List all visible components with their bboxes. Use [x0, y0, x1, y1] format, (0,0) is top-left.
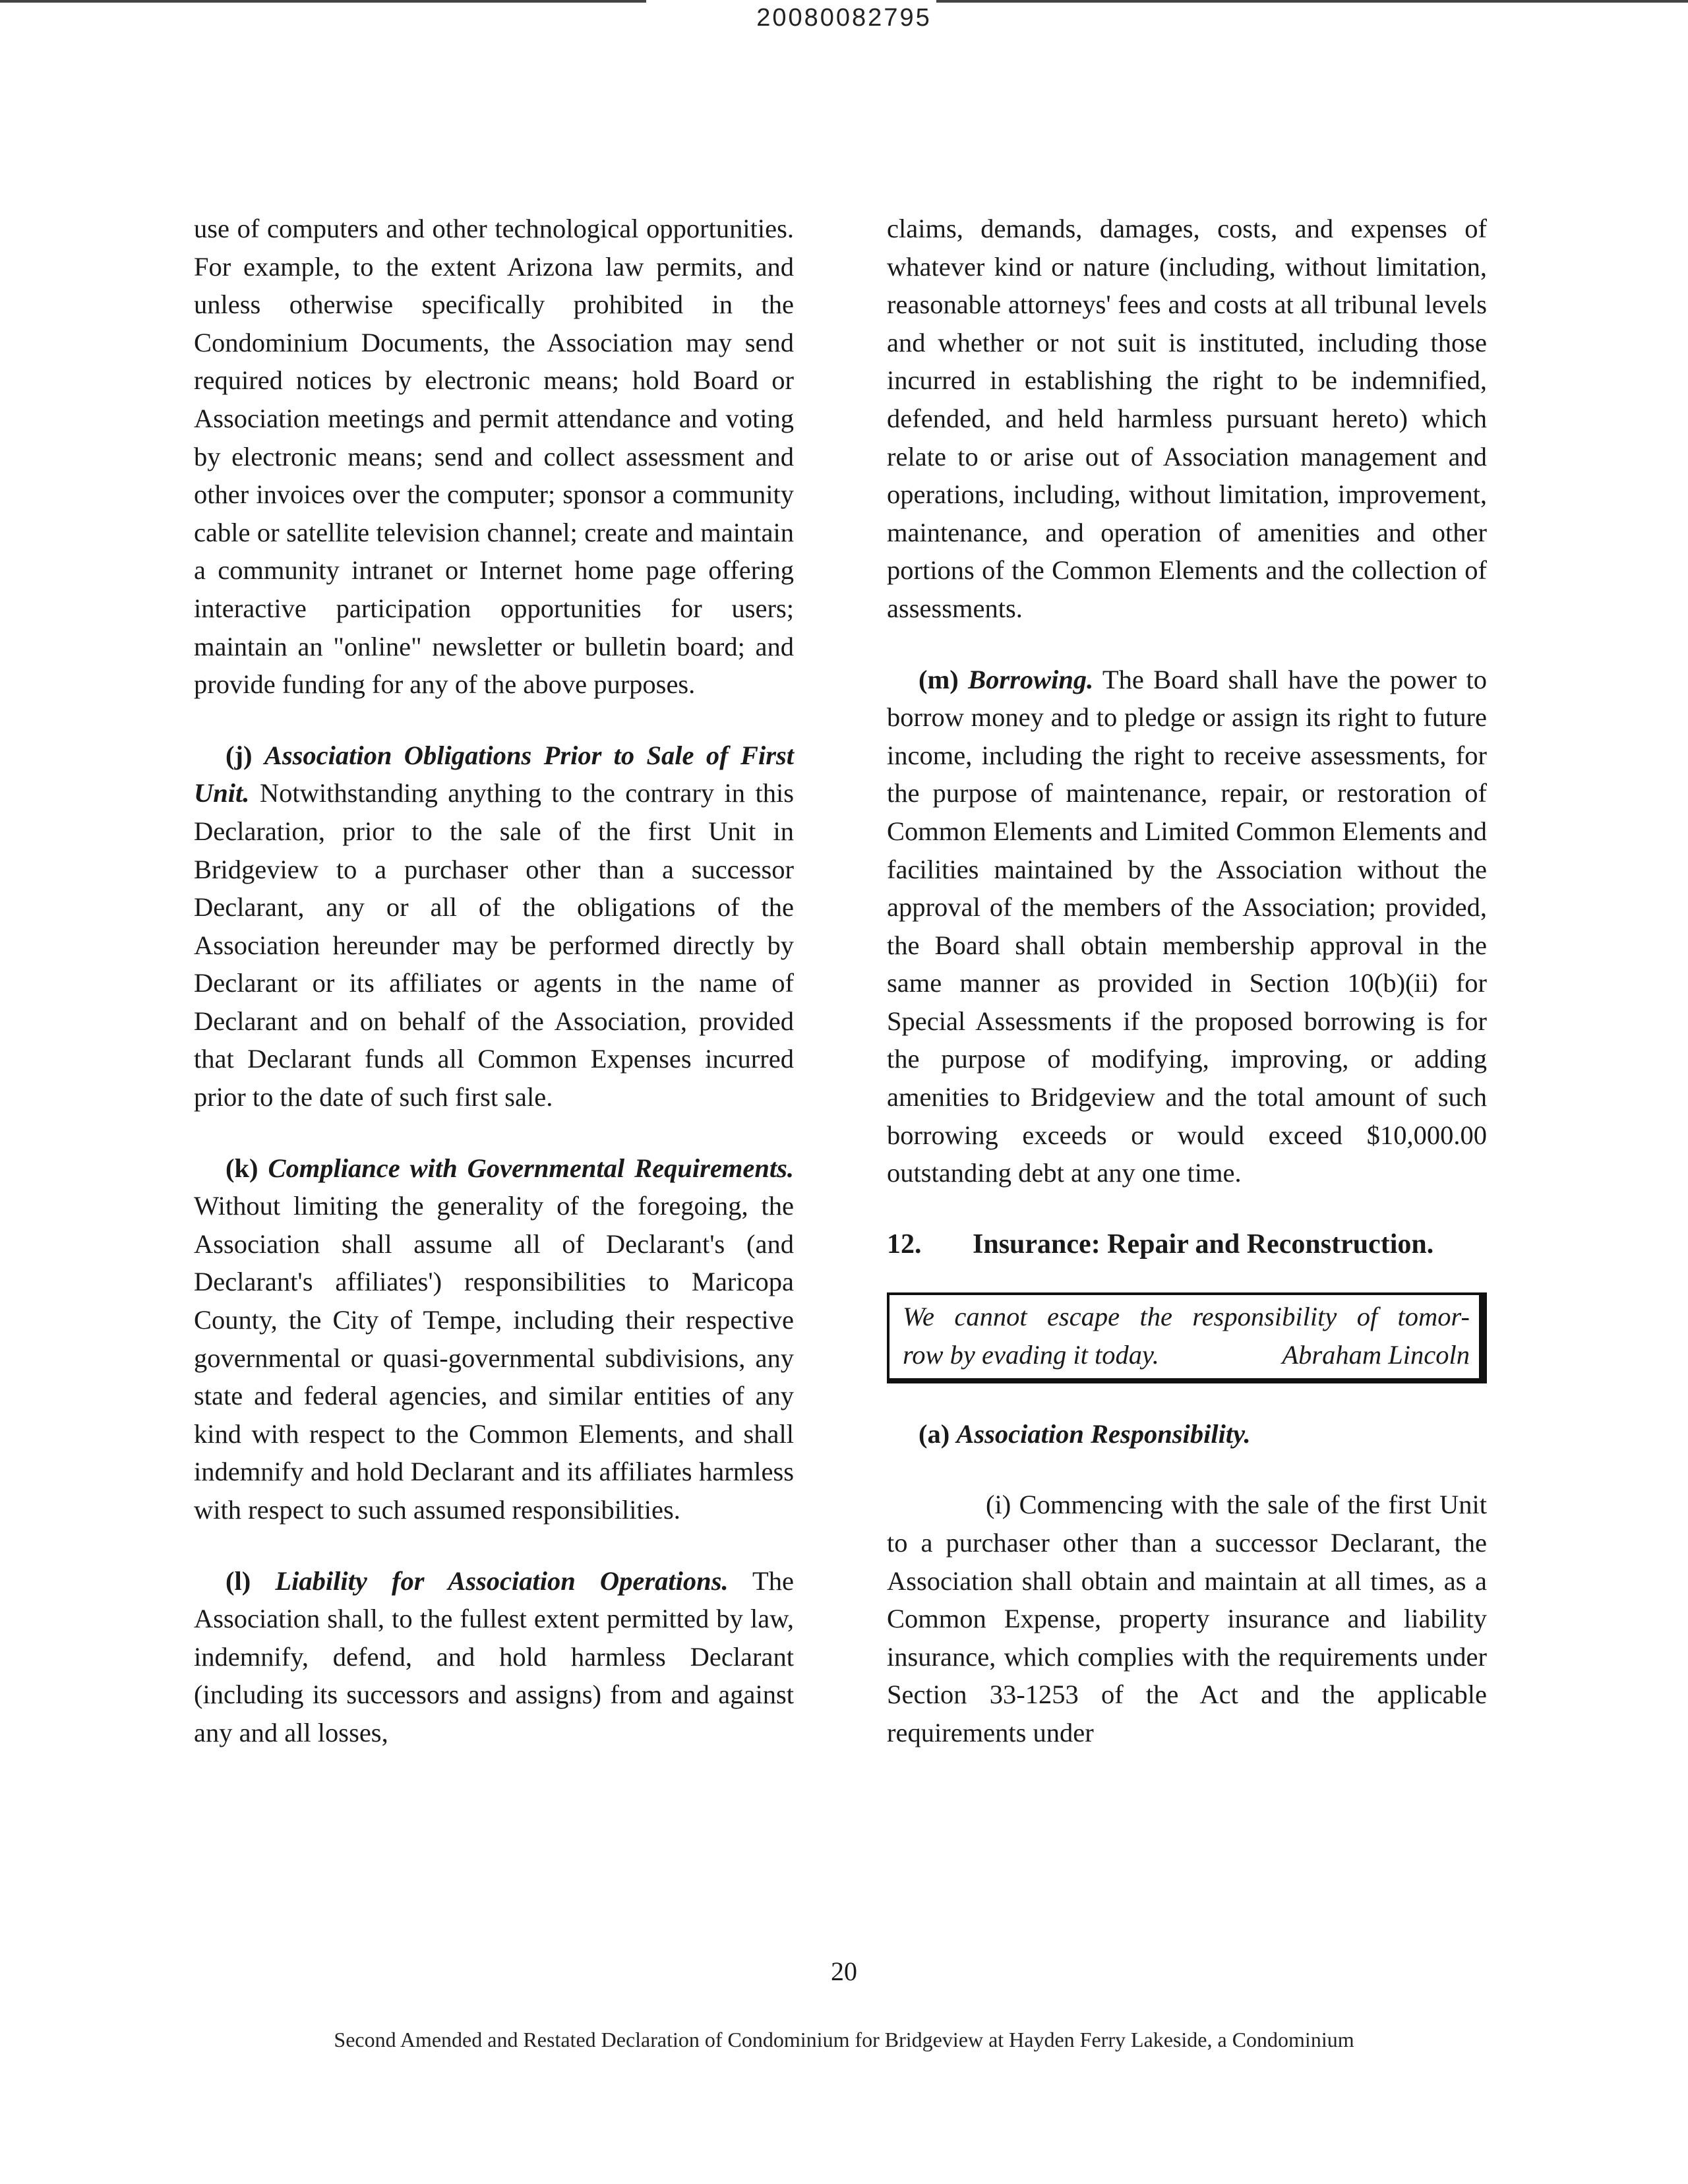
paragraph-technology: use of computers and other technological opportunities. For example, to the extent Arizona law permits, and unless otherwise specifically prohibited in the Condominium Documents, the Association may send required notices by electronic means; hold Board or Association meetings and permit attendance and voting by electronic means; send and collect assessment and other invoices over the computer; sponsor a community cable or satellite television channel; create and maintain a community intranet or Internet home page offering interactive participation opportunities for users; maintain an "online" newsletter or bulletin board; and provide funding for any of the above purposes. [194, 214, 794, 700]
document-number: 20080082795 [756, 4, 932, 32]
paragraph-a-i [887, 1486, 1487, 1751]
body-l: The Association shall, to the fullest extent permitted by law, indemnify, defend, and hold harmless Declarant (including its successors and assigns) from and against any and all losses, [194, 1565, 794, 1747]
top-border-left [0, 0, 646, 3]
marker-k: (k) [226, 1153, 258, 1183]
body-j: Notwithstanding anything to the contrary in this Declaration, prior to the sale of the first Unit in Bridgeview to a purchaser other than a successor Declarant, any or all of the obligations of the Association hereunder may be performed directly by Declarant or its affiliates or agents in the name of Declarant and on behalf of the Association, provided that Declarant funds all Common Expenses incurred prior to the date of such first sale. [194, 778, 794, 1112]
paragraph-j [194, 737, 794, 1116]
marker-j: (j) [226, 740, 253, 770]
marker-m: (m) [919, 664, 959, 694]
section-12-title: Insurance: Repair and Reconstruction. [973, 1228, 1434, 1259]
paragraph-a [887, 1415, 1487, 1453]
paragraph-l [194, 1562, 794, 1752]
title-k: Compliance with Governmental Requirements. [268, 1153, 795, 1183]
quote-line-2 [903, 1336, 1470, 1374]
title-l: Liability for Association Operations. [275, 1565, 729, 1596]
paragraph-claims: claims, demands, damages, costs, and expenses of whatever kind or nature (including, without limitation, reasonable attorneys' fees and costs at all tribunal levels and whether or not suit is instituted, including those incurred in establishing the right to be indemnified, defended, and held harmless pursuant hereto) which relate to or arise out of Association management and operations, including, without limitation, improvement, maintenance, and operation of amenities and other portions of the Common Elements and the collection of assessments. [887, 214, 1487, 623]
marker-a: (a) [919, 1418, 950, 1449]
marker-a-i: (i) [986, 1490, 1011, 1520]
paragraph-k [194, 1149, 794, 1529]
quote-line-2-text: row by evading it today. [903, 1339, 1159, 1370]
paragraph-m [887, 661, 1487, 1192]
document-footer: Second Amended and Restated Declaration of Condominium for Bridgeview at Hayden Ferry Lakeside, a Condominium [334, 2028, 1354, 2051]
section-12-heading [887, 1225, 1487, 1263]
section-12-number: 12. [887, 1228, 922, 1259]
title-a: Association Responsibility. [956, 1418, 1251, 1449]
top-border-right [936, 0, 1688, 3]
marker-l: (l) [226, 1565, 251, 1596]
body-k: Without limiting the generality of the foregoing, the Association shall assume all of Declarant's (and Declarant's affiliates') responsibilities to Maricopa County, the City of Tempe, including their respective governmental or quasi-governmental subdivisions, any state and federal agencies, and similar entities of any kind with respect to the Common Elements, and shall indemnify and hold Declarant and its affiliates harmless with respect to such assumed responsibilities. [194, 1191, 794, 1525]
body-a-i: Commencing with the sale of the first Unit to a purchaser other than a successor Declarant, the Association shall obtain and maintain at all times, as a Common Expense, property insurance and liability insurance, which complies with the requirements under Section 33-1253 of the Act and the applicable requirements under [887, 1490, 1488, 1747]
quote-line-1: We cannot escape the responsibility of tomor- [903, 1301, 1470, 1331]
quote-author: Abraham Lincoln [1282, 1339, 1470, 1370]
body-m: The Board shall have the power to borrow money and to pledge or assign its right to future income, including the right to receive assessments, for the purpose of maintenance, repair, or restoration of Common Elements and Limited Common Elements and facilities maintained by the Association without the approval of the members of the Association; provided, the Board shall obtain membership approval in the same manner as provided in Section 10(b)(ii) for Special Assessments if the proposed borrowing is for the purpose of modifying, improving, or adding amenities to Bridgeview and the total amount of such borrowing exceeds or would exceed $10,000.00 outstanding debt at any one time. [887, 664, 1487, 1188]
right-column [887, 210, 1487, 1785]
left-column [194, 210, 794, 1785]
lincoln-quote-box [887, 1292, 1487, 1383]
page-number: 20 [831, 1957, 857, 1986]
title-j: Association Obligations Prior to Sale of First Unit. [194, 740, 794, 808]
title-m: Borrowing. [968, 664, 1094, 694]
